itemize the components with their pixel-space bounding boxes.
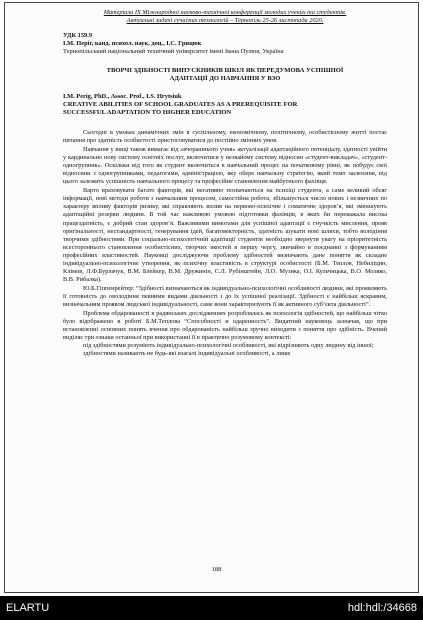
- article-body: [63, 129, 387, 358]
- paragraph: під здібностями розуміють індивідуально-психологічні особливості, які відрізняють одну людину від іншої;: [83, 342, 374, 350]
- page-number: 188: [211, 566, 222, 573]
- repository-name: ELARTU: [6, 602, 50, 614]
- paragraph: Навчання у вищі також вимагає від «вчорашнього учня» актуалізації адаптаційного потенціалу, здатності увійти у кардинально нову систему освітніх послуг, включитися у незвайому систему відносин «студент-викладач», «студент-одногрупник». Оскільки від того як студент включиться в навчальний процес на початковому рівні, як побудує свої відносини з одногрупниками, педагогами, адміністрацією, яку обере навчальну стратегію, який темп засвоєння, від цього залежить успішність навчального процесу та професійне становлення майбутнього фахівця.: [63, 146, 387, 186]
- repository-footer-bar: [0, 596, 423, 620]
- paragraph: Ю.Б.Гіппенрейтер: “Здібності визначаються як індивідуально-психологічні особливості людини, які проявляють її готовність до оволодіння певними видами діяльності і до їх успішної реалізації. Здібності є найбільш яскравим, визначальним проявом людської індивідуальності, саме вони характеризують її як активного суб’єкта діяльності”.: [63, 284, 387, 308]
- title-ukrainian: [63, 67, 387, 83]
- title-ua-line-2: АДАПТАЦІЇ ДО НАВЧАННЯ У ВЗО: [169, 75, 281, 82]
- paragraph: Проблема обдарованості в радянських дослідженнях розроблялась як психологія здібностей, що найбільш чітко було відображено в роботі Б.М.Теплова “Способності и одаренность”. Видатний науковець зазначав, що при встановленні основних понять вчення про обдарованість найбільш зручно виходити з поняття про здібність. Вчений виділяє три ознаки останньої при використанні її в практично розумовому контексті:: [63, 310, 387, 342]
- conference-header: [63, 9, 387, 25]
- header-line-2: Актуальні задачі сучасних технологій – Тернопіль 25-26 листопада 2020.: [126, 17, 324, 24]
- udk-code: УДК 159.9: [63, 32, 93, 39]
- authors-ukrainian: І.М. Періг, канд. психол. наук, доц., І.С. Грицюк: [63, 40, 202, 47]
- handle-identifier: hdl:hdl:/34668: [347, 602, 417, 614]
- paragraph: здібностями називають не будь-які взагалі індивідуальні особливості, а лише: [83, 350, 291, 358]
- title-english: [63, 101, 387, 117]
- page-frame: [4, 2, 419, 593]
- header-line-1: Матеріали IX Міжнародної науково-технічної конференції молодих учених та студентів.: [103, 9, 347, 16]
- title-en-line-1: CREATIVE ABILITIES OF SCHOOL GRADUATES AS A PREREQUISITE FOR: [63, 101, 298, 108]
- document-page: [63, 3, 387, 358]
- authors-english: I.M. Perig, PhD., Assoc. Prof., I.S. Hrytsiuk: [63, 93, 182, 100]
- paragraph: Варто враховувати багато факторів, які негативно позначаються на психіці студента, а саме великий обсяг інформації, нові методи роботи з навчальним процесом, самостійна робота, збільшується число нових і незвичних по характеру впливу факторів ризику, які справляють вплив на нервово-психічне і соматичне здоров’я, які зменшують адаптаційні резерви людини. В той час важливою умовою підготовки фахівців, в яких би переважала висока працездатність, є добрий стан здоров’я. Важливими вимогами для успішної адаптації є гнучкість мислення, прояв оригінальності, нестандартності, генерування ідей, багатовекторність, здатність шукати нові шляхи, тобто володіння творчими здібностями. При соціально-психологічній адаптації студентів необхідно звернути увагу на пріоритетність всестороннього становлення особистісних, творчих якостей в першу чергу, звичайно в поєднанні з формуванням професійних властивостей. Науковці досліджуючи проблему здібностей визначають дане поняття як складне індивідуально-психологічне утворення, як психічну властивість в структурі особистості (Б.М. Теплов, Небиліцин, Клімов, Л.Ф.Бурлачук, В.М. Блейхер, В.М. Дружинін, С.Л. Рубінштейн, Л.О. Музика, О.І. Кульчицька, В.О. Моляко, В.В. Рибалка).: [63, 187, 387, 283]
- institution: Тернопільський національний технічний університет імені Івана Пулюя, Україна: [63, 48, 284, 55]
- paragraph: Сьогодні в умовах динамічних змін в суспільному, економічному, політичному, особистісному житті постає питання про здатність особистості пристосовуватися до постійно змінних умов.: [63, 129, 387, 145]
- title-en-line-2: SUCCESSFUL ADAPTATION TO HIGHER EDUCATION: [63, 109, 232, 116]
- title-ua-line-1: ТВОРЧІ ЗДІБНОСТІ ВИПУСКНИКІВ ШКІЛ ЯК ПЕРЕДУМОВА УСПІШНОЇ: [106, 67, 344, 74]
